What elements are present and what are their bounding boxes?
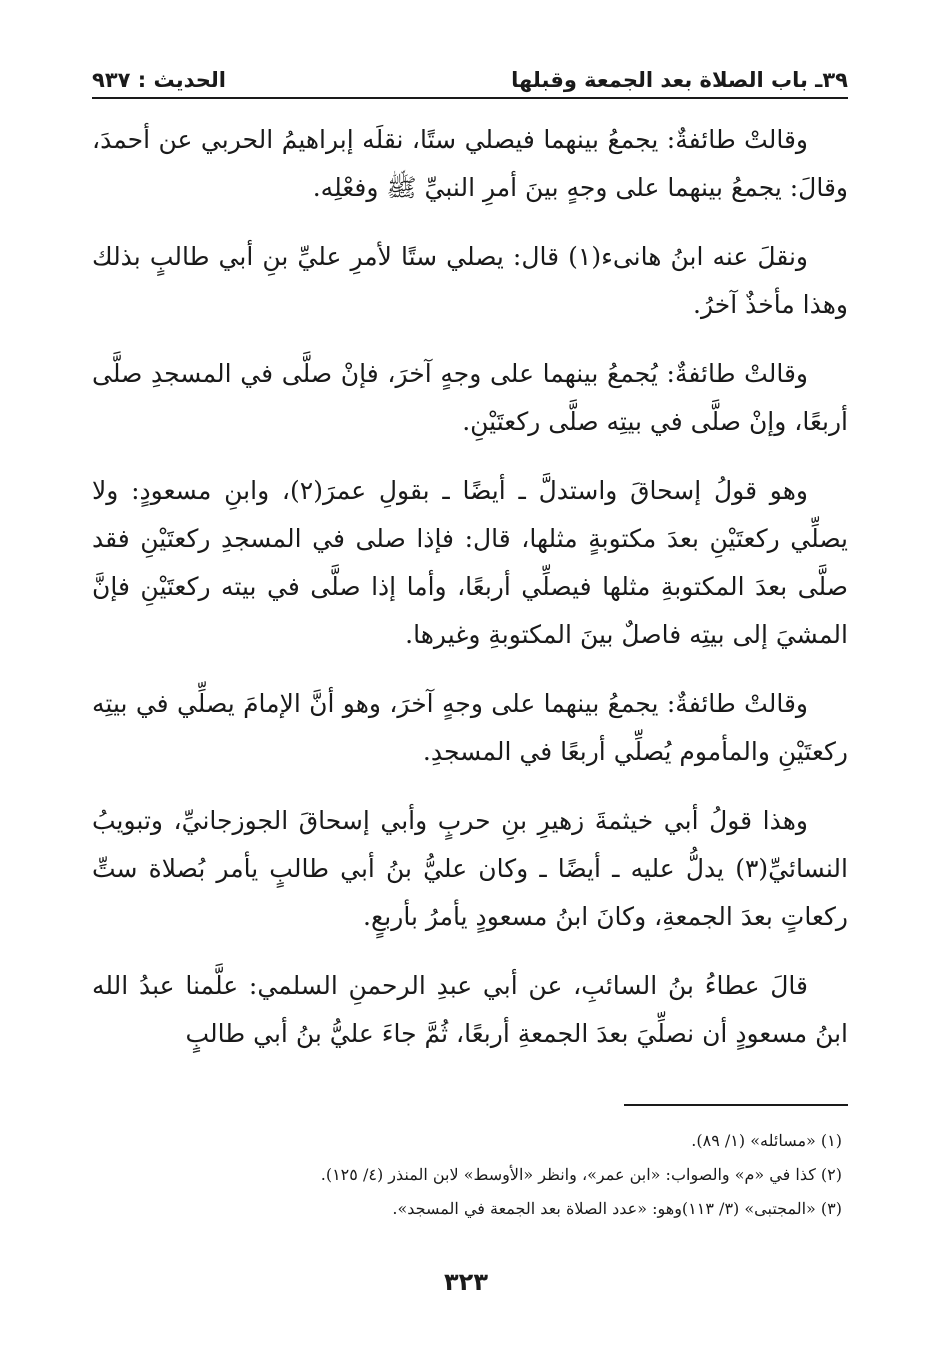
paragraph: وقالتْ طائفةٌ: يجمعُ بينهما فيصلي ستًا، نقلَه إبراهيمُ الحربي عن أحمدَ، وقالَ: يجمعُ بينهما على وجهٍ بينَ أمرِ النبيِّ ﷺ وفعْلِه. [92, 125, 848, 202]
paragraph: ونقلَ عنه ابنُ هانىء(١) قال: يصلي ستًا لأمرِ عليِّ بنِ أبي طالبٍ بذلك وهذا مأخذٌ آخرُ. [92, 242, 848, 319]
paragraph: قالَ عطاءُ بنُ السائبِ، عن أبي عبدِ الرحمنِ السلمي: علَّمنا عبدُ الله ابنُ مسعودٍ أن نصلِّيَ بعدَ الجمعةِ أربعًا، ثُمَّ جاءَ عليُّ بنُ أبي طالبٍ [92, 971, 848, 1048]
footnote: (٢) كذا في «م» والصواب: «ابن عمر»، وانظر «الأوسط» لابن المنذر (٤/ ١٢٥). [320, 1165, 842, 1184]
paragraph: وهو قولُ إسحاقَ واستدلَّ ـ أيضًا ـ بقولِ عمرَ(٢)، وابنِ مسعودٍ: ولا يصلِّي ركعتَيْنِ بعدَ مكتوبةٍ مثلها، قال: فإذا صلى في المسجدِ ركعتَيْنِ فقد صلَّى بعدَ المكتوبةِ مثلها فيصلِّي أربعًا، وأما إذا صلَّى في بيته ركعتَيْنِ فإنَّ المشيَ إلى بيتِه فاصلٌ بينَ المكتوبةِ وغيرها. [92, 476, 848, 649]
running-header [92, 58, 848, 94]
footnotes [92, 1124, 848, 1226]
header-divider [92, 97, 848, 99]
paragraph: وقالتْ طائفةٌ: يجمعُ بينهما على وجهٍ آخرَ، وهو أنَّ الإمامَ يصلِّي في بيتِه ركعتَيْنِ والمأموم يُصلِّي أربعًا في المسجدِ. [92, 689, 848, 766]
footnote: (٣) «المجتبى» (٣/ ١١٣)وهو: «عدد الصلاة بعد الجمعة في المسجد». [392, 1199, 842, 1218]
page-number: ٣٢٣ [444, 1268, 488, 1296]
chapter-title: ٣٩ـ باب الصلاة بعد الجمعة وقبلها [511, 68, 848, 92]
hadith-reference: الحديث : ٩٣٧ [92, 68, 226, 92]
paragraph: وهذا قولُ أبي خيثمةَ زهيرِ بنِ حربٍ وأبي إسحاقَ الجوزجانيِّ، وتبويبُ النسائيِّ(٣) يدلُّ عليه ـ أيضًا ـ وكان عليُّ بنُ أبي طالبٍ يأمر بُصلاة ستِّ ركعاتٍ بعدَ الجمعةِ، وكانَ ابنُ مسعودٍ يأمرُ بأربعٍ. [92, 806, 848, 931]
footnote-divider [624, 1104, 848, 1106]
paragraph: وقالتْ طائفةٌ: يُجمعُ بينهما على وجهٍ آخرَ، فإنْ صلَّى في المسجدِ صلَّى أربعًا، وإنْ صلَّى في بيتِه صلَّى ركعتَيْنِ. [92, 359, 848, 436]
footnote: (١) «مسائله» (١/ ٨٩). [691, 1131, 842, 1150]
main-text [92, 116, 848, 1079]
